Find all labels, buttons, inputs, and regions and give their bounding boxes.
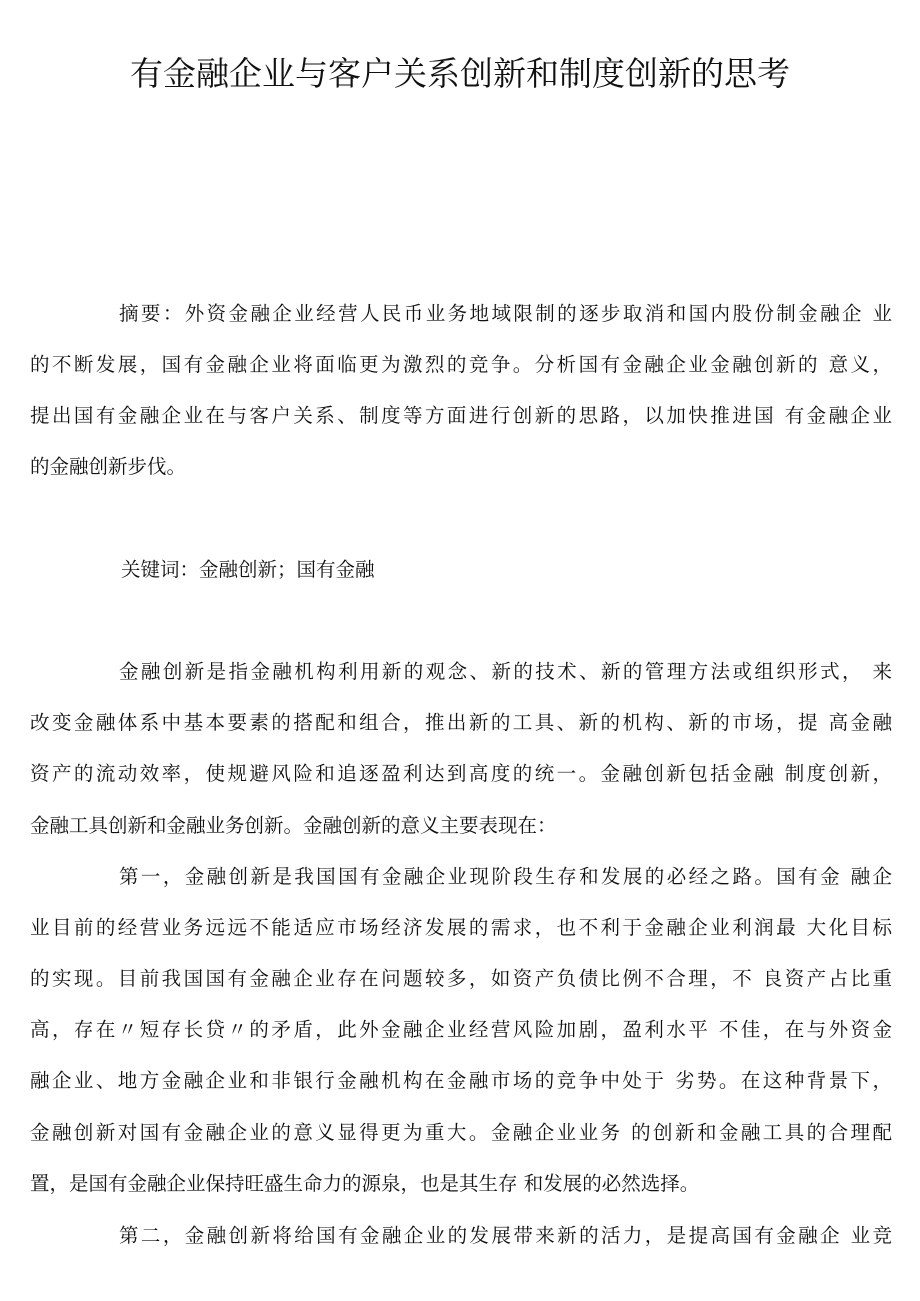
- paragraph-3-line-1: 第二，金融创新将给国有金融企业的发展带来新的活力，是提高国有金融企 业竞: [119, 1224, 892, 1247]
- paragraph-2-line-2: 业目前的经营业务远远不能适应市场经济发展的需求，也不利于金融企业利润最 大化目标: [30, 916, 892, 939]
- paragraph-1-line-4: 金融工具创新和金融业务创新。金融创新的意义主要表现在：: [30, 814, 557, 837]
- paragraph-1-line-3: 资产的流动效率，使规避风险和追逐盈利达到高度的统一。金融创新包括金融 制度创新，: [30, 762, 892, 785]
- paragraph-1-line-1: 金融创新是指金融机构利用新的观念、新的技术、新的管理方法或组织形式， 来: [119, 660, 892, 683]
- paragraph-2-line-4: 高，存在〃短存长贷〃的矛盾，此外金融企业经营风险加剧，盈利水平 不佳，在与外资金: [30, 1018, 892, 1041]
- paragraph-1-line-2: 改变金融体系中基本要素的搭配和组合，推出新的工具、新的机构、新的市场，提 高金融: [30, 711, 892, 734]
- abstract-line-4: 的金融创新步伐。: [30, 455, 187, 478]
- paragraph-2-line-6: 金融创新对国有金融企业的意义显得更为重大。金融企业业务 的创新和金融工具的合理配: [30, 1121, 892, 1144]
- paragraph-2-line-1: 第一，金融创新是我国国有金融企业现阶段生存和发展的必经之路。国有金 融企: [119, 865, 892, 888]
- abstract-line-1: 摘要：外资金融企业经营人民币业务地域限制的逐步取消和国内股份制金融企 业: [119, 302, 892, 325]
- paragraph-2-line-7: 置，是国有金融企业保持旺盛生命力的源泉，也是其生存 和发展的必然选择。: [30, 1172, 700, 1195]
- keywords-line: 关键词：金融创新；国有金融: [121, 558, 375, 581]
- document-title: 有金融企业与客户关系创新和制度创新的思考: [130, 54, 790, 93]
- paragraph-2-line-5: 融企业、地方金融企业和非银行金融机构在金融市场的竞争中处于 劣势。在这种背景下，: [30, 1069, 892, 1092]
- paragraph-2-line-3: 的实现。目前我国国有金融企业存在问题较多，如资产负债比例不合理，不 良资产占比重: [30, 967, 892, 990]
- abstract-line-2: 的不断发展，国有金融企业将面临更为激烈的竞争。分析国有金融企业金融创新的 意义，: [30, 353, 892, 376]
- abstract-line-3: 提出国有金融企业在与客户关系、制度等方面进行创新的思路，以加快推进国 有金融企业: [30, 404, 892, 427]
